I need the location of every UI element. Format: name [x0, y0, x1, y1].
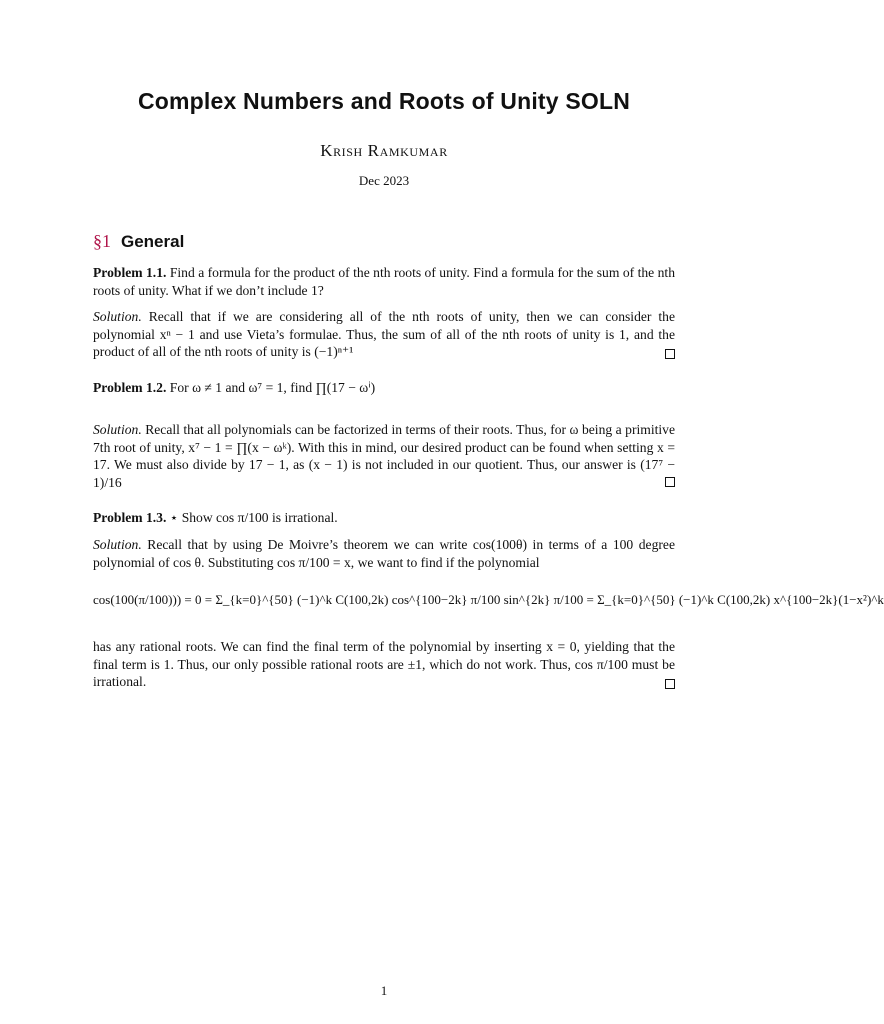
- section-title: General: [121, 232, 185, 251]
- problem-label: Problem 1.1.: [93, 265, 167, 280]
- document-author: Krish Ramkumar: [320, 141, 448, 160]
- problem-1-1-statement: [93, 264, 675, 299]
- solution-text: Recall that if we are considering all of the nth roots of unity, then we can consider the polynomial xⁿ − 1 and use Vieta’s formulae. Thus, the sum of all of the nth roots of unity is 1, and the product of all of the nth roots of unity is (−1)ⁿ⁺¹: [93, 309, 675, 359]
- solution-label: Solution.: [93, 537, 142, 552]
- problem-1-3-solution: [93, 536, 675, 571]
- problem-text: Find a formula for the product of the nth roots of unity. Find a formula for the sum of the nth roots of unity. What if we don’t include 1?: [93, 265, 676, 298]
- problem-1-1-solution: [93, 308, 675, 361]
- conclusion-text: has any rational roots. We can find the final term of the polynomial by inserting x = 0, yielding that the final term is 1. Thus, our only possible rational roots are ±1, which do not work. Thus, cos π/100 must be irrational.: [93, 639, 675, 689]
- document-title: Complex Numbers and Roots of Unity SOLN: [137, 88, 631, 114]
- solution-text: Recall that by using De Moivre’s theorem we can write cos(100θ) in terms of a 100 degree polynomial of cos θ. Substituting cos π/100 = x, we want to find if the polynomial: [93, 537, 675, 570]
- qed-box-icon: [665, 349, 675, 359]
- document-date: Dec 2023: [358, 173, 410, 188]
- problem-1-3-statement: [93, 509, 675, 527]
- problem-label: Problem 1.3.: [93, 510, 167, 525]
- problem-text: For ω ≠ 1 and ω⁷ = 1, find ∏(17 − ωⁱ): [169, 380, 376, 395]
- section-heading: [93, 231, 184, 252]
- solution-label: Solution.: [93, 309, 142, 324]
- section-number: §1: [93, 231, 111, 251]
- problem-label: Problem 1.2.: [93, 380, 167, 395]
- qed-box-icon: [665, 679, 675, 689]
- solution-text: Recall that all polynomials can be factorized in terms of their roots. Thus, for ω being a primitive 7th root of unity, x⁷ − 1 = ∏(x − ωᵏ). With this in mind, our desired product can be found when setting x = 17. We must also divide by 17 − 1, as (x − 1) is not included in our quotient. Thus, our answer is (17⁷ − 1)/16: [93, 422, 675, 490]
- problem-1-2-solution: [93, 421, 675, 491]
- qed-box-icon: [665, 477, 675, 487]
- problem-1-3-conclusion: [93, 638, 675, 691]
- problem-text: ⋆ Show cos π/100 is irrational.: [169, 510, 338, 525]
- display-equation: cos(100(π/100))) = 0 = Σ_{k=0}^{50} (−1)^k C(100,2k) cos^{100−2k} π/100 sin^{2k} π/100 = Σ_{k=0}^{50} (−1)^k C(100,2k) x^{100−2k}(1−x²)^k: [93, 592, 884, 607]
- solution-label: Solution.: [93, 422, 142, 437]
- page-number: 1: [380, 983, 388, 998]
- problem-1-2-statement: [93, 379, 675, 397]
